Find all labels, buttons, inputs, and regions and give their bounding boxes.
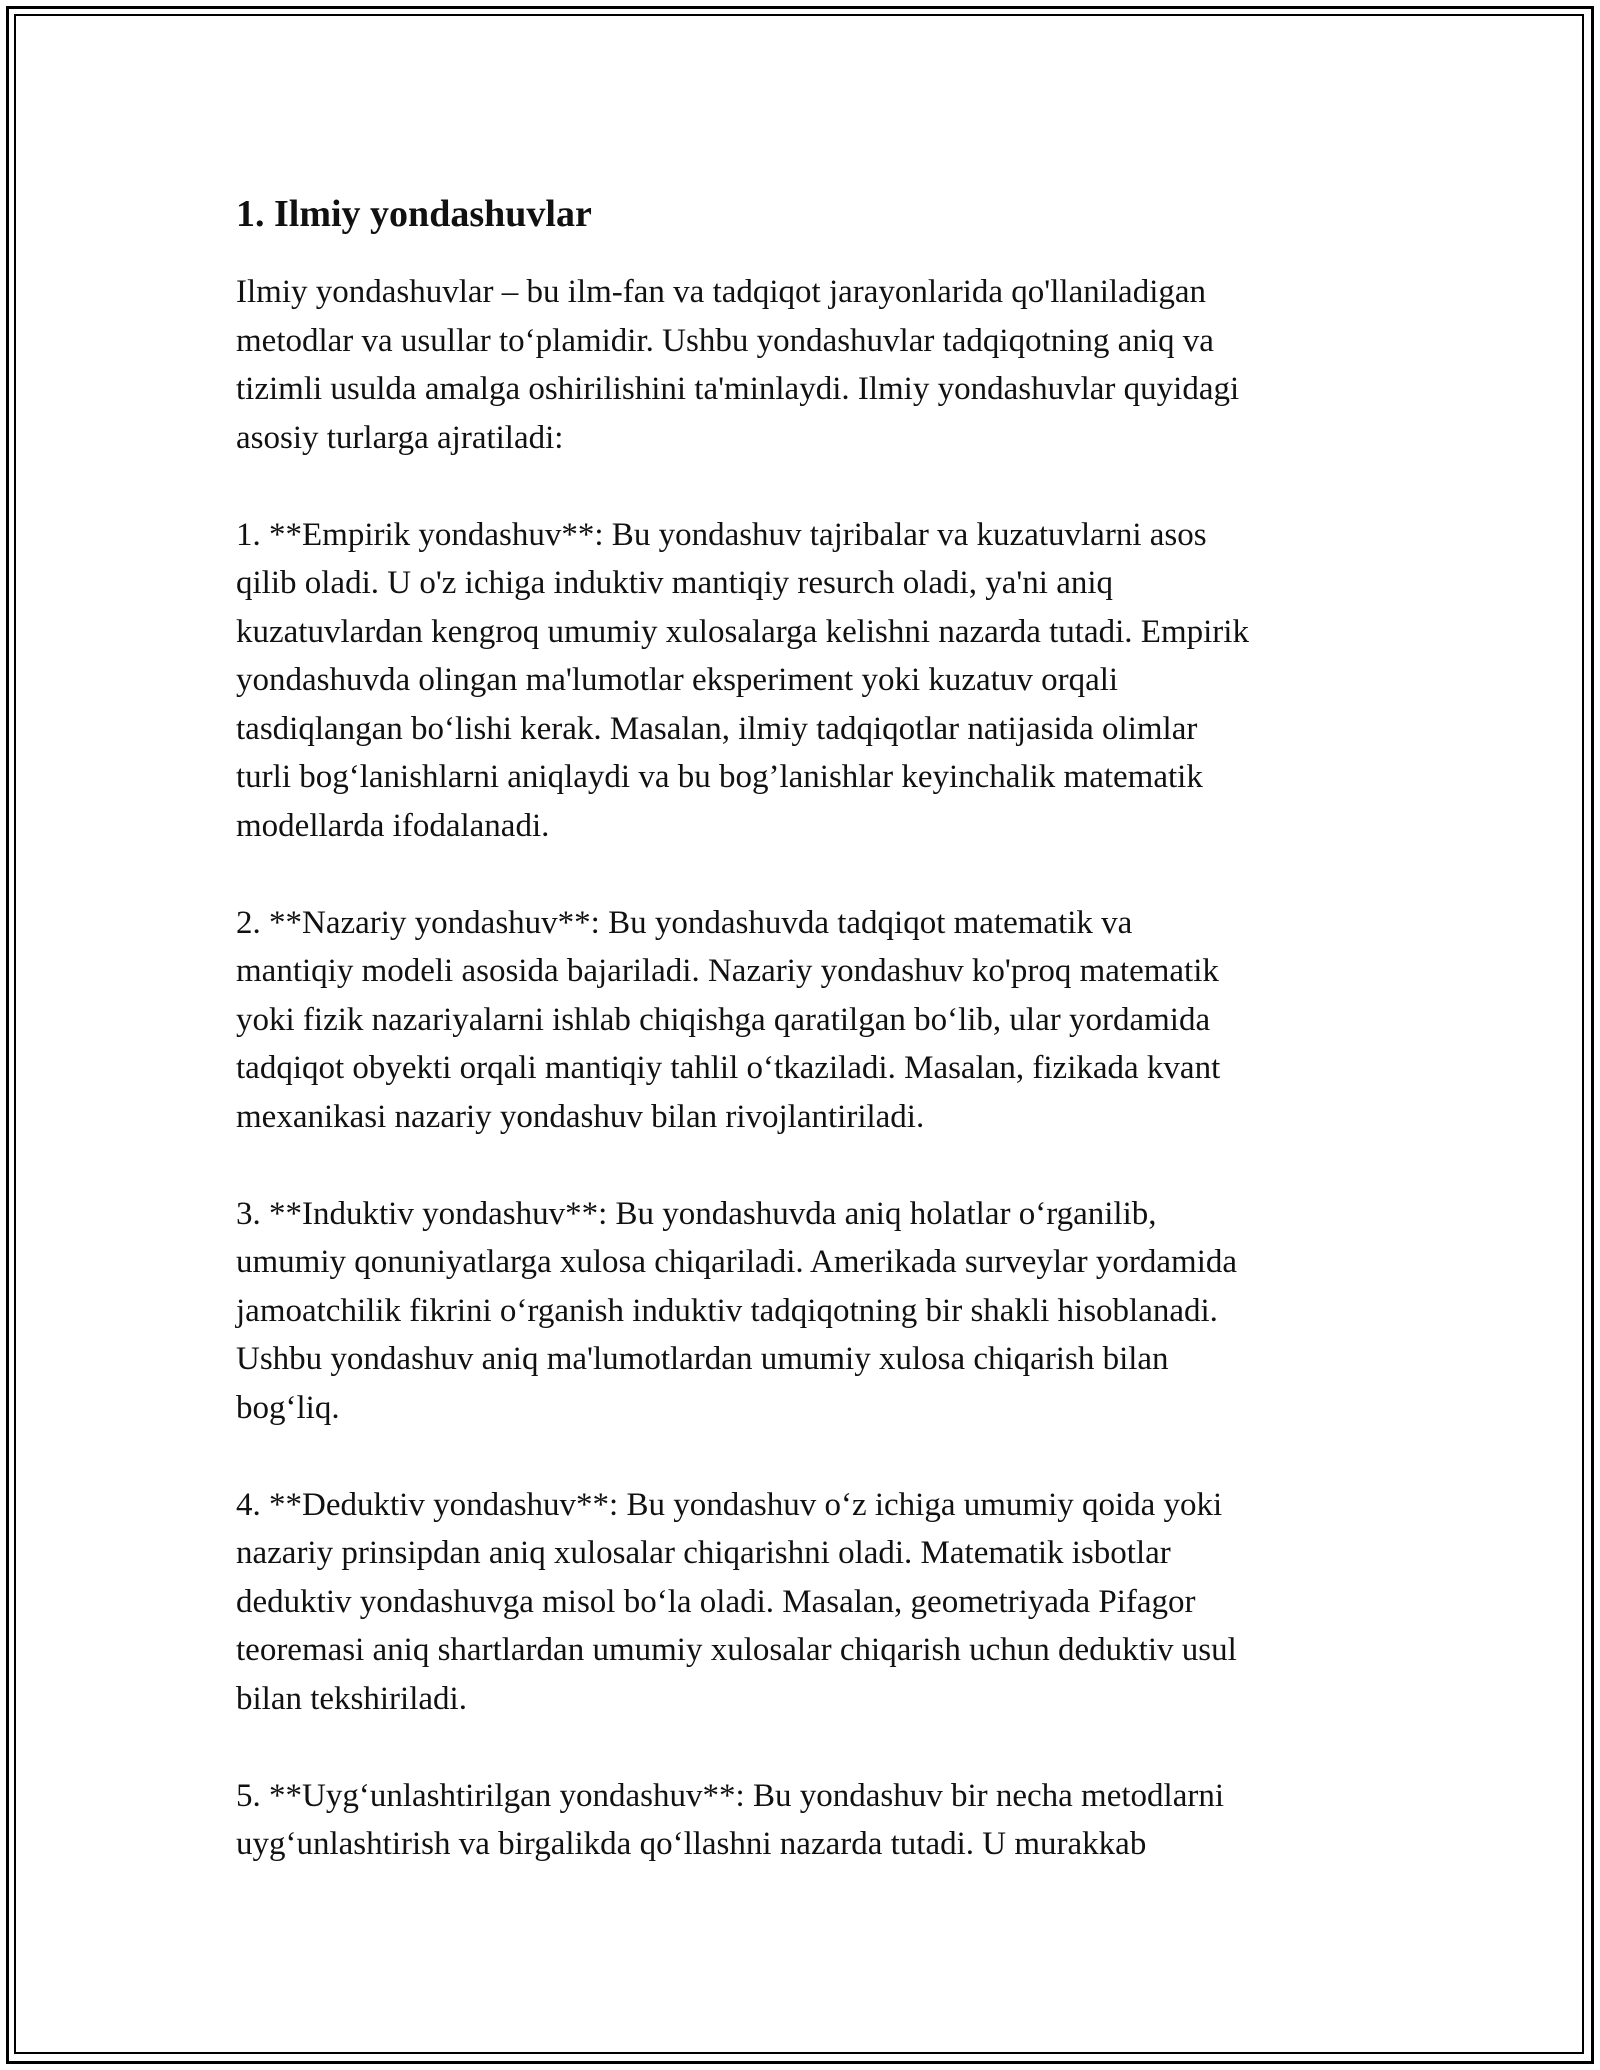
text-line: bilan tekshiriladi. [236, 1680, 467, 1717]
text-line: 1. **Empirik yondashuv**: Bu yondashuv tajribalar va kuzatuvlarni asos [236, 516, 1207, 553]
text-line: yoki fizik nazariyalarni ishlab chiqishga qaratilgan bo‘lib, ular yordamida [236, 1001, 1211, 1038]
text-line: nazariy prinsipdan aniq xulosalar chiqarishni oladi. Matematik isbotlar [236, 1535, 1171, 1571]
text-line: mexanikasi nazariy yondashuv bilan rivojlantiriladi. [236, 1098, 925, 1135]
text-line: modellarda ifodalanadi. [236, 807, 550, 844]
text-line: bog‘liq. [236, 1389, 340, 1426]
text-line: umumiy qonuniyatlarga xulosa chiqariladi. Amerikada surveylar yordamida [236, 1244, 1238, 1280]
text-line: deduktiv yondashuvga misol bo‘la oladi. Masalan, geometriyada Pifagor [236, 1583, 1196, 1620]
text-line: kuzatuvlardan kengroq umumiy xulosalarga kelishni nazarda tutadi. Empirik [236, 613, 1249, 650]
paragraph-uygunlashtirilgan [236, 1772, 1376, 1869]
text-line: 2. **Nazariy yondashuv**: Bu yondashuvda tadqiqot matematik va [236, 904, 1133, 941]
section-title: 1. Ilmiy yondashuvlar [236, 193, 592, 235]
text-line: 3. **Induktiv yondashuv**: Bu yondashuvda aniq holatlar o‘rganilib, [236, 1195, 1157, 1232]
text-line: Ilmiy yondashuvlar – bu ilm-fan va tadqiqot jarayonlarida qo'llaniladigan [236, 274, 1207, 310]
text-line: tasdiqlangan bo‘lishi kerak. Masalan, ilmiy tadqiqotlar natijasida olimlar [236, 710, 1198, 747]
paragraph-empirik [236, 511, 1376, 851]
document-page [236, 188, 1376, 1917]
paragraph-intro [236, 268, 1376, 462]
text-line: tizimli usulda amalga oshirilishini ta'minlaydi. Ilmiy yondashuvlar quyidagi [236, 371, 1240, 407]
text-line: turli bog‘lanishlarni aniqlaydi va bu bog’lanishlar keyinchalik matematik [236, 759, 1203, 795]
text-line: mantiqiy modeli asosida bajariladi. Nazariy yondashuv ko'proq matematik [236, 953, 1219, 989]
text-line: 5. **Uyg‘unlashtirilgan yondashuv**: Bu yondashuv bir necha metodlarni [236, 1777, 1225, 1814]
text-line: metodlar va usullar to‘plamidir. Ushbu yondashuvlar tadqiqotning aniq va [236, 322, 1214, 359]
text-line: jamoatchilik fikrini o‘rganish induktiv tadqiqotning bir shakli hisoblanadi. [236, 1292, 1218, 1329]
text-line: teoremasi aniq shartlardan umumiy xulosalar chiqarish uchun deduktiv usul [236, 1632, 1237, 1668]
text-line: Ushbu yondashuv aniq ma'lumotlardan umumiy xulosa chiqarish bilan [236, 1341, 1169, 1377]
paragraph-deduktiv [236, 1481, 1376, 1724]
paragraph-nazariy [236, 899, 1376, 1142]
text-line: uyg‘unlashtirish va birgalikda qo‘llashni nazarda tutadi. U murakkab [236, 1826, 1147, 1862]
paragraph-induktiv [236, 1190, 1376, 1433]
text-line: asosiy turlarga ajratiladi: [236, 419, 564, 456]
text-line: qilib oladi. U o'z ichiga induktiv mantiqiy resurch oladi, ya'ni aniq [236, 565, 1114, 601]
text-line: tadqiqot obyekti orqali mantiqiy tahlil o‘tkaziladi. Masalan, fizikada kvant [236, 1050, 1221, 1086]
text-line: yondashuvda olingan ma'lumotlar eksperiment yoki kuzatuv orqali [236, 662, 1119, 698]
text-line: 4. **Deduktiv yondashuv**: Bu yondashuv o‘z ichiga umumiy qoida yoki [236, 1486, 1223, 1523]
